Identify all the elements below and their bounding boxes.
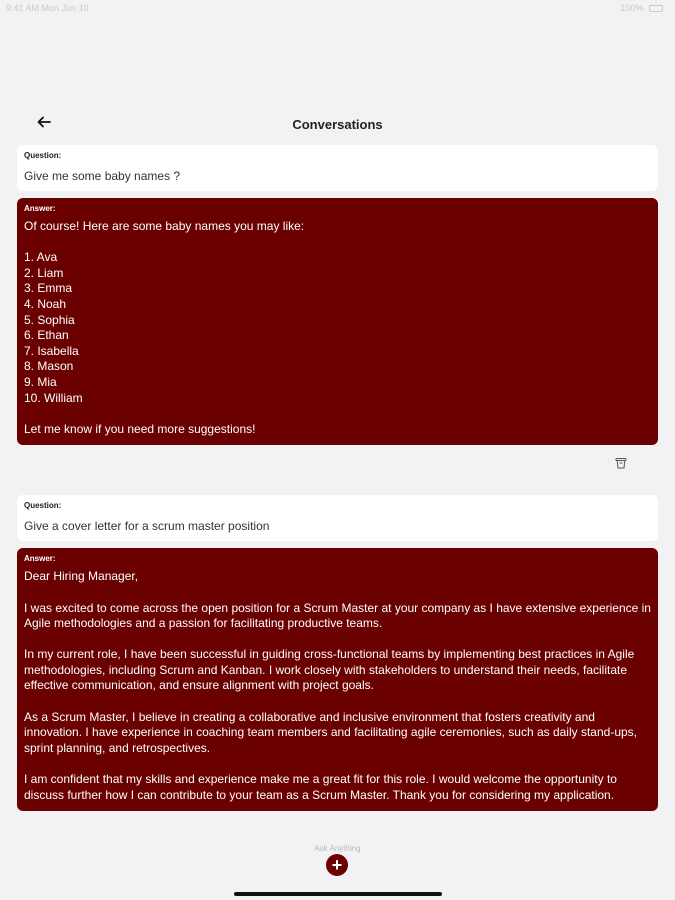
question-text: Give me some baby names ? bbox=[24, 169, 181, 183]
trash-icon[interactable] bbox=[615, 457, 627, 469]
status-date: Mon Jun 10 bbox=[41, 3, 89, 13]
answer-text: Dear Hiring Manager, I was excited to come across the open position for a Scrum Master at your company as I have extensive experience in Agile methodologies and a passion for facilitating productive teams. In my current role, I have been successful in guiding cross-functional teams by implementing best practices in Agile methodologies, including Scrum and Kanban. I work closely with stakeholders to understand their needs, facilitate effective communication, and ensure alignment with project goals. As a Scrum Master, I believe in creating a collaborative and inclusive environment that fosters creativity and innovation. I have experience in coaching team members and facilitating agile ceremonies, such as daily stand-ups, sprint planning, and retrospectives. I am confident that my skills and experience make me a great fit for this role. I would welcome the opportunity to discuss further how I can contribute to your team as a Scrum Master. Thank you for considering my application. bbox=[24, 569, 651, 802]
home-indicator[interactable] bbox=[234, 892, 442, 896]
answer-card bbox=[17, 198, 658, 445]
answer-text: Of course! Here are some baby names you may like: 1. Ava 2. Liam 3. Emma 4. Noah 5. Sophia 6. Ethan 7. Isabella 8. Mason 9. Mia 10. William Let me know if you need more suggestions! bbox=[24, 219, 305, 436]
conversation-list[interactable] bbox=[0, 145, 675, 845]
page-title: Conversations bbox=[292, 117, 383, 132]
question-label: Question: bbox=[24, 151, 62, 160]
conversation-item bbox=[0, 145, 675, 495]
battery-icon bbox=[649, 5, 663, 12]
answer-card bbox=[17, 548, 658, 811]
navigation-bar bbox=[0, 108, 675, 140]
status-bar bbox=[0, 0, 675, 18]
question-label: Question: bbox=[24, 501, 62, 511]
status-time: 9:41 AM bbox=[6, 3, 40, 13]
plus-icon: + bbox=[331, 855, 343, 875]
question-text: Give a cover letter for a scrum master position bbox=[24, 519, 270, 534]
question-card bbox=[17, 145, 658, 191]
ask-anything-label: Ask Anything bbox=[314, 844, 361, 853]
battery-percent: 100% bbox=[620, 3, 644, 13]
answer-label: Answer: bbox=[24, 554, 56, 564]
conversation-item bbox=[0, 495, 675, 811]
answer-label: Answer: bbox=[24, 204, 56, 213]
question-card bbox=[17, 495, 658, 541]
add-conversation-button[interactable] bbox=[326, 854, 348, 876]
